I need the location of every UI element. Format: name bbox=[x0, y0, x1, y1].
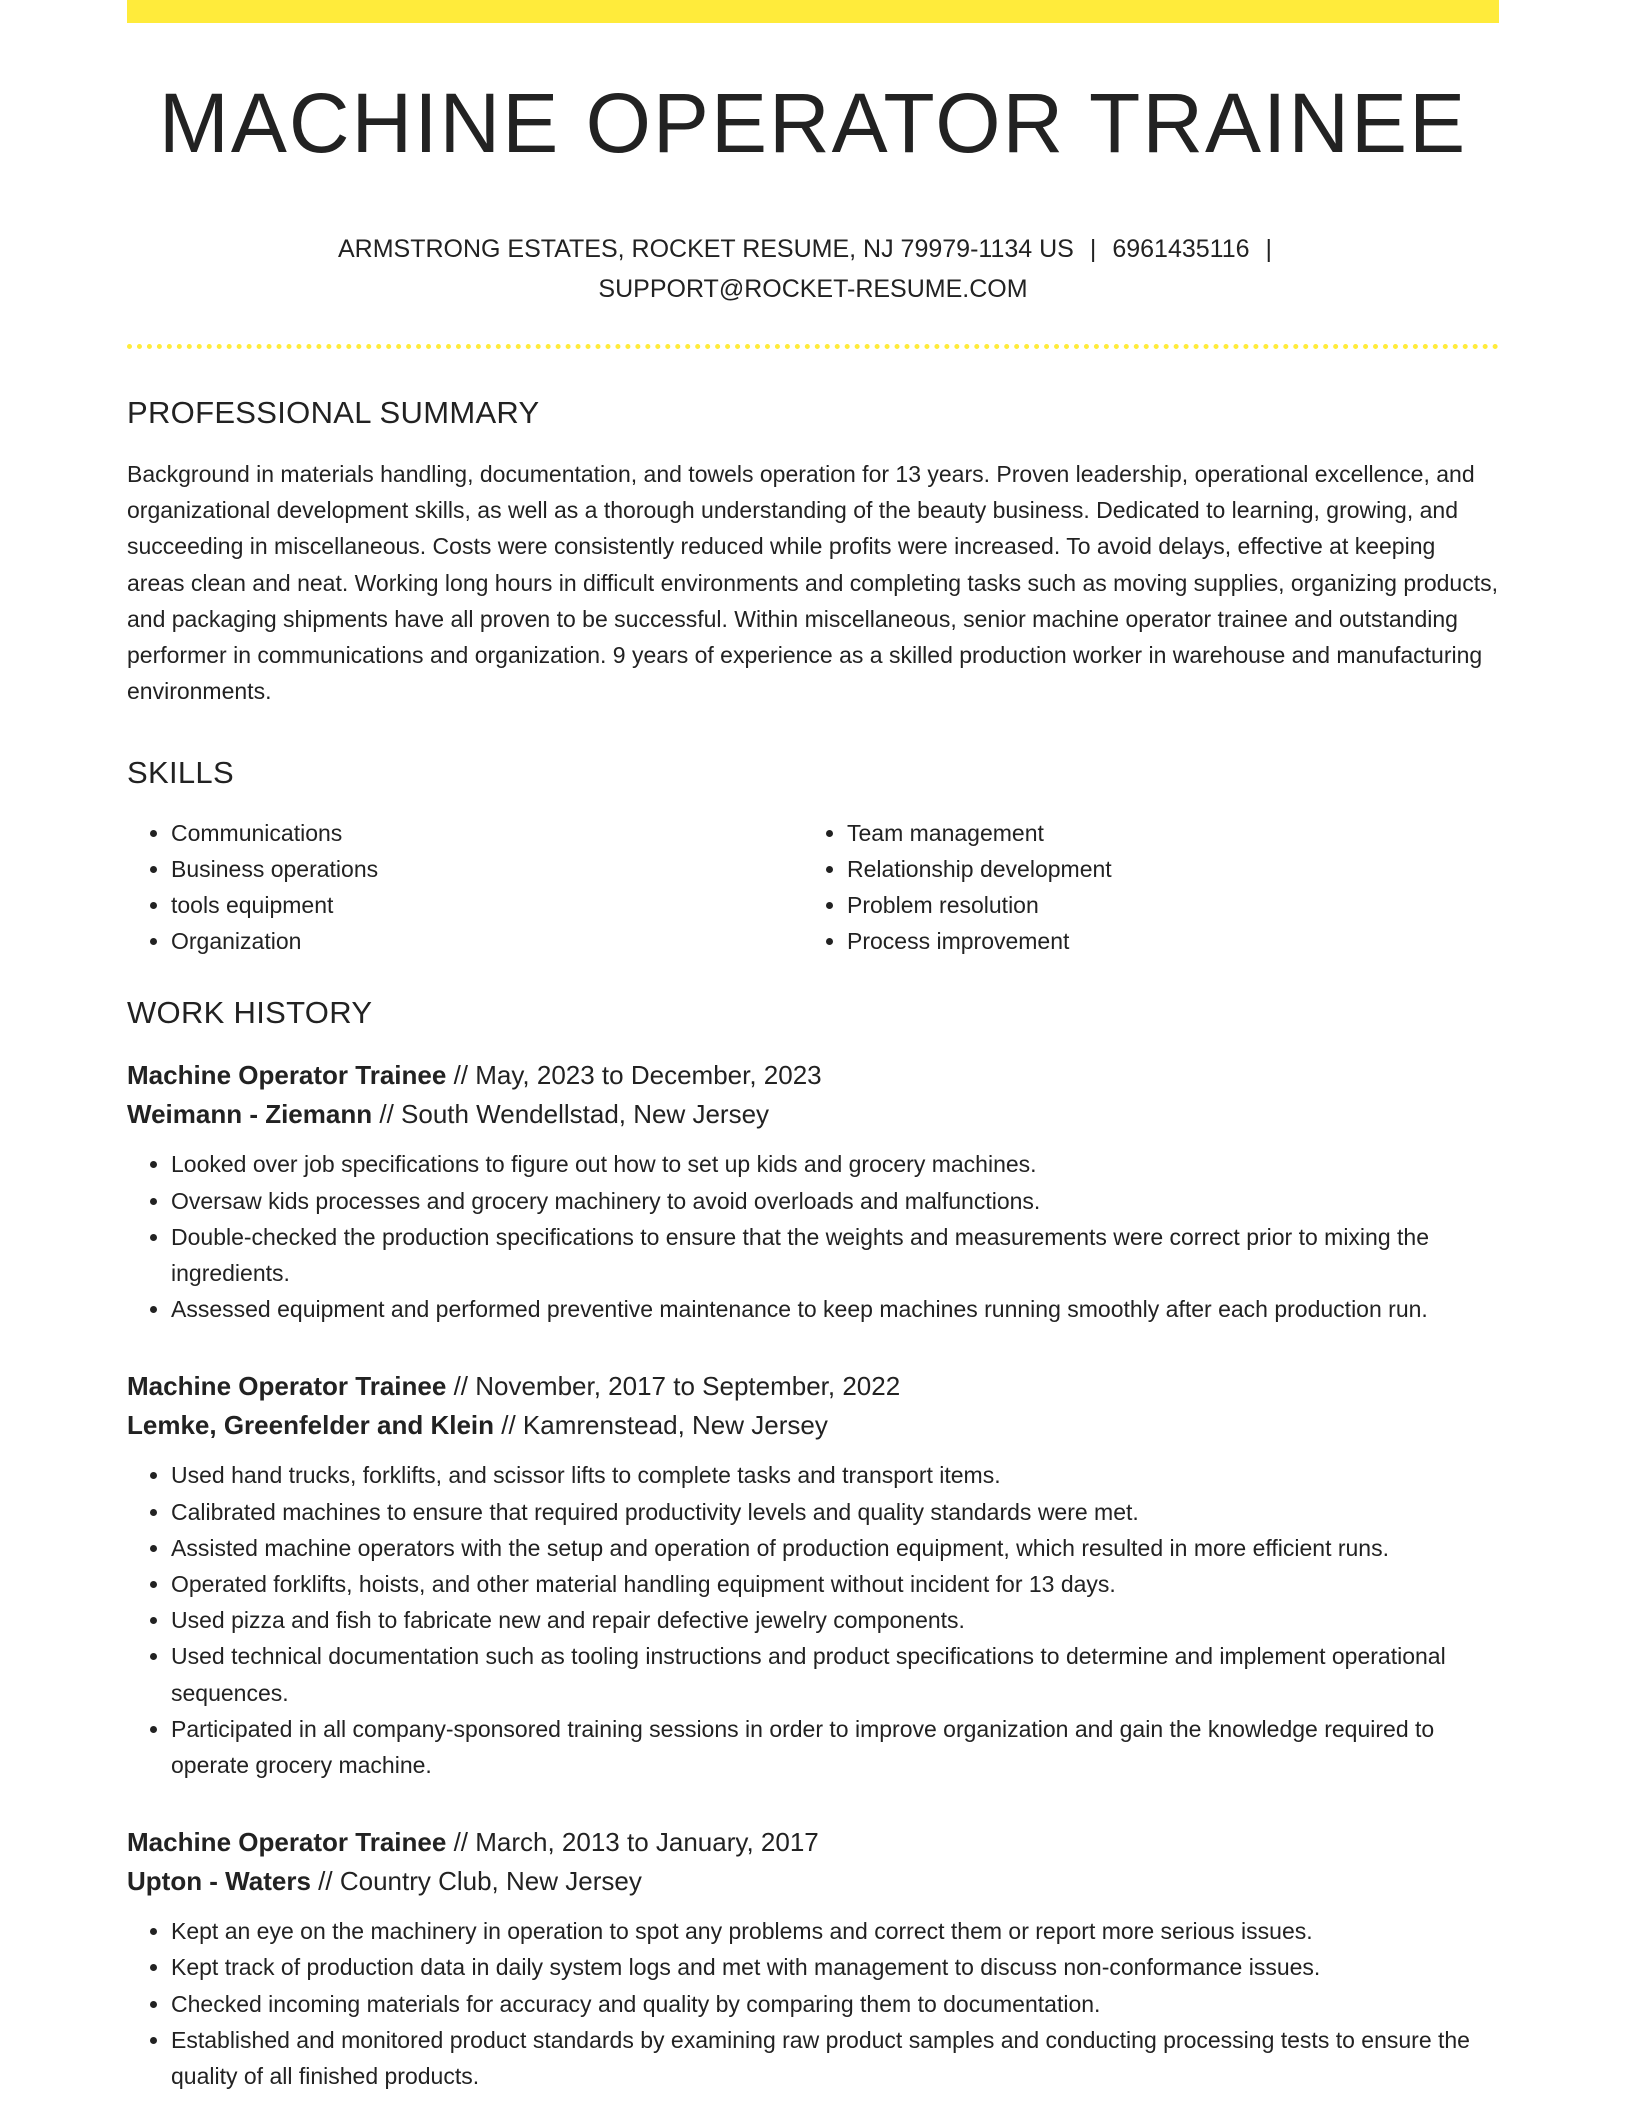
contact-separator: | bbox=[1265, 235, 1273, 263]
skill-item: • Organization bbox=[171, 923, 803, 959]
skills-heading: SKILLS bbox=[127, 755, 234, 791]
resume-page bbox=[127, 0, 1499, 2094]
job-bullet: • Established and monitored product standards by examining raw product samples and conducting processing tests to ensure the quality of all finished products. bbox=[171, 2022, 1499, 2094]
work-history-heading: WORK HISTORY bbox=[127, 995, 373, 1031]
contact-separator: | bbox=[1089, 235, 1097, 263]
skill-item: • Business operations bbox=[171, 851, 803, 887]
job-bullet: • Used hand trucks, forklifts, and scissor lifts to complete tasks and transport items. bbox=[171, 1457, 1499, 1493]
summary-heading: PROFESSIONAL SUMMARY bbox=[127, 395, 540, 430]
job-title-line bbox=[127, 1056, 1499, 1095]
job-company-line bbox=[127, 1406, 1499, 1445]
job-bullet: • Used technical documentation such as tooling instructions and product specifications to determine and implement operational sequences. bbox=[171, 1638, 1499, 1710]
skills-list-right bbox=[803, 815, 1479, 959]
header-divider bbox=[127, 344, 1499, 349]
job-location: // Kamrenstead, New Jersey bbox=[501, 1410, 828, 1441]
job-dates: // November, 2017 to September, 2022 bbox=[453, 1371, 901, 1402]
skill-item: • tools equipment bbox=[171, 887, 803, 923]
contact-info bbox=[127, 229, 1499, 309]
job-title: Machine Operator Trainee bbox=[127, 1827, 447, 1858]
job-company: Lemke, Greenfelder and Klein bbox=[127, 1410, 495, 1441]
skill-item: • Problem resolution bbox=[847, 887, 1479, 923]
job-bullets bbox=[127, 1146, 1499, 1327]
job-bullet: • Oversaw kids processes and grocery machinery to avoid overloads and malfunctions. bbox=[171, 1183, 1499, 1219]
job-bullet: • Assisted machine operators with the setup and operation of production equipment, which resulted in more efficient runs. bbox=[171, 1530, 1499, 1566]
job-location: // South Wendellstad, New Jersey bbox=[379, 1099, 770, 1130]
job-entry bbox=[127, 1056, 1499, 1327]
contact-email[interactable]: SUPPORT@ROCKET-RESUME.COM bbox=[598, 275, 1028, 303]
job-bullet: • Operated forklifts, hoists, and other material handling equipment without incident for 13 days. bbox=[171, 1566, 1499, 1602]
contact-phone: 6961435116 bbox=[1112, 235, 1250, 263]
job-bullet: • Used pizza and fish to fabricate new and repair defective jewelry components. bbox=[171, 1602, 1499, 1638]
job-company: Upton - Waters bbox=[127, 1866, 311, 1897]
job-company: Weimann - Ziemann bbox=[127, 1099, 373, 1130]
job-bullet: • Checked incoming materials for accuracy and quality by comparing them to documentation. bbox=[171, 1986, 1499, 2022]
summary-text: Background in materials handling, documentation, and towels operation for 13 years. Proven leadership, operational excellence, and organizational development skills, as well as a thorough understanding of the beauty business. Dedicated to learning, growing, and succeeding in miscellaneous. Costs were consistently reduced while profits were increased. To avoid delays, effective at keeping areas clean and neat. Working long hours in difficult environments and completing tasks such as moving supplies, organizing products, and packaging shipments have all proven to be successful. Within miscellaneous, senior machine operator trainee and outstanding performer in communications and organization. 9 years of experience as a skilled production worker in warehouse and manufacturing environments. bbox=[127, 461, 1498, 705]
job-title: Machine Operator Trainee bbox=[127, 1371, 447, 1402]
job-title-line bbox=[127, 1823, 1499, 1862]
skill-item: • Process improvement bbox=[847, 923, 1479, 959]
job-entry bbox=[127, 1823, 1499, 2094]
job-dates: // May, 2023 to December, 2023 bbox=[453, 1060, 822, 1091]
job-dates: // March, 2013 to January, 2017 bbox=[453, 1827, 819, 1858]
job-entry bbox=[127, 1367, 1499, 1783]
job-bullet: • Double-checked the production specifications to ensure that the weights and measurements were correct prior to mixing the ingredients. bbox=[171, 1219, 1499, 1291]
candidate-name: MACHINE OPERATOR TRAINEE bbox=[158, 76, 1468, 170]
job-bullet: • Participated in all company-sponsored training sessions in order to improve organization and gain the knowledge required to operate grocery machine. bbox=[171, 1711, 1499, 1783]
job-title: Machine Operator Trainee bbox=[127, 1060, 447, 1091]
job-bullets bbox=[127, 1913, 1499, 2094]
skill-item: • Communications bbox=[171, 815, 803, 851]
job-bullets bbox=[127, 1457, 1499, 1783]
skill-item: • Team management bbox=[847, 815, 1479, 851]
skills-list-left bbox=[127, 815, 803, 959]
job-company-line bbox=[127, 1095, 1499, 1134]
job-location: // Country Club, New Jersey bbox=[318, 1866, 642, 1897]
job-bullet: • Looked over job specifications to figure out how to set up kids and grocery machines. bbox=[171, 1146, 1499, 1182]
job-title-line bbox=[127, 1367, 1499, 1406]
job-company-line bbox=[127, 1862, 1499, 1901]
job-bullet: • Kept track of production data in daily system logs and met with management to discuss non-conformance issues. bbox=[171, 1949, 1499, 1985]
skill-item: • Relationship development bbox=[847, 851, 1479, 887]
contact-address: ARMSTRONG ESTATES, ROCKET RESUME, NJ 79979-1134 US bbox=[337, 235, 1074, 263]
job-bullet: • Calibrated machines to ensure that required productivity levels and quality standards were met. bbox=[171, 1494, 1499, 1530]
job-bullet: • Assessed equipment and performed preventive maintenance to keep machines running smoothly after each production run. bbox=[171, 1291, 1499, 1327]
skills-grid bbox=[127, 815, 1499, 959]
top-accent-bar bbox=[127, 0, 1499, 23]
job-bullet: • Kept an eye on the machinery in operation to spot any problems and correct them or report more serious issues. bbox=[171, 1913, 1499, 1949]
